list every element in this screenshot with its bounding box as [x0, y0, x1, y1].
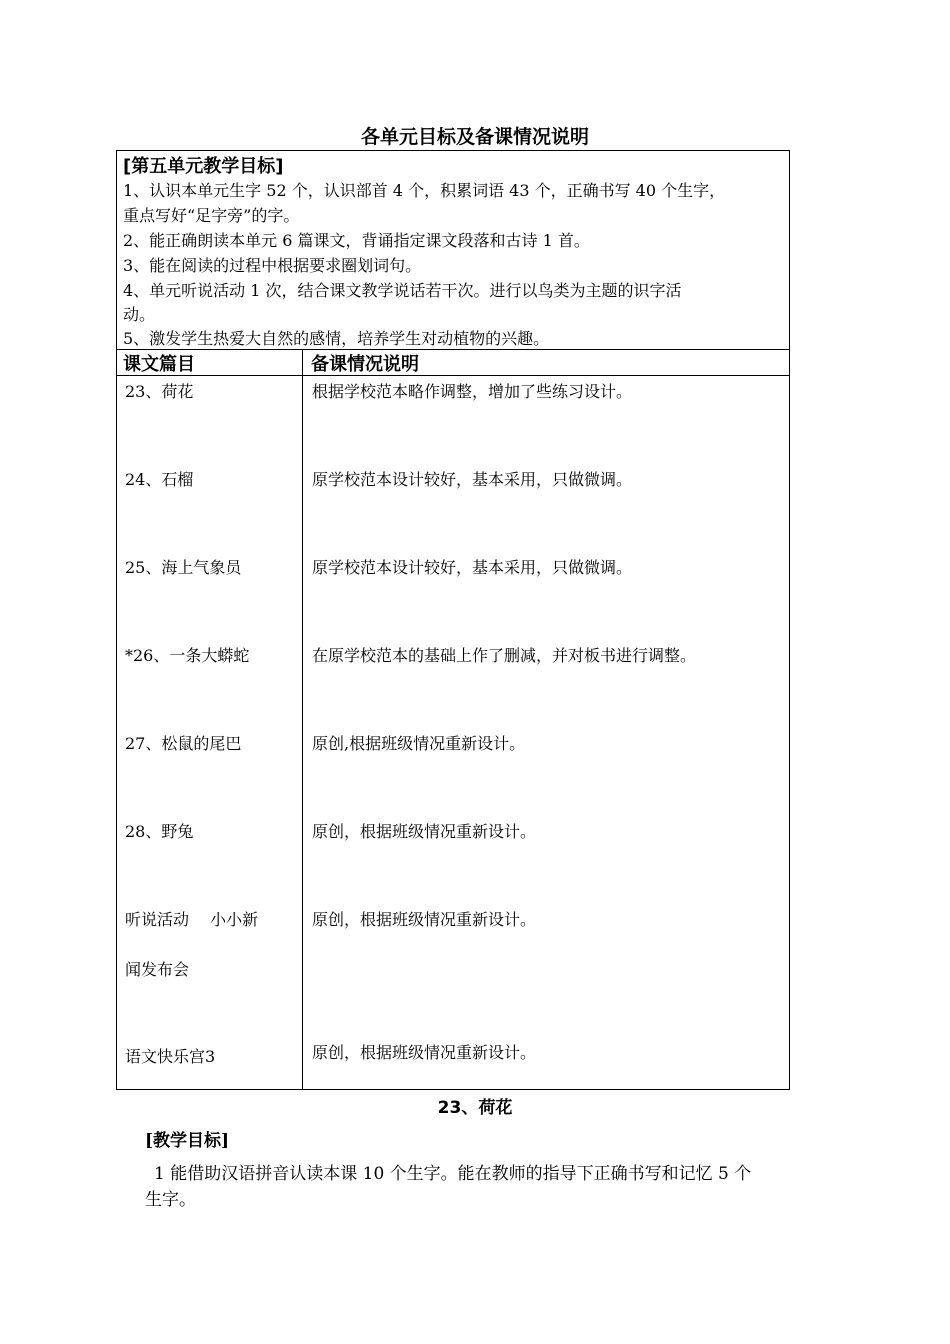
- prep-note-cell: 原创，根据班级情况重新设计。: [312, 822, 537, 841]
- prep-note-cell: 原学校范本设计较好，基本采用，只做微调。: [312, 470, 633, 489]
- objective-paragraph: 生字。: [145, 1190, 196, 1210]
- goal-line: 重点写好“足字旁”的字。: [123, 206, 300, 225]
- goals-heading: [第五单元教学目标]: [123, 156, 284, 177]
- column-header-lessons: 课文篇目: [123, 354, 195, 375]
- lesson-plan-table: [116, 349, 790, 1090]
- goal-line: 1、认识本单元生字 52 个，认识部首 4 个，积累词语 43 个，正确书写 40 个生字，: [123, 181, 726, 200]
- goal-line: 3、能在阅读的过程中根据要求圈划词句。: [123, 256, 422, 275]
- lesson-title-cell: 语文快乐宫3: [125, 1047, 216, 1066]
- lesson-title-cell: *26、一条大蟒蛇: [125, 646, 250, 665]
- goal-line: 5、激发学生热爱大自然的感情，培养学生对动植物的兴趣。: [123, 329, 550, 348]
- prep-note-cell: 原创，根据班级情况重新设计。: [312, 910, 537, 929]
- unit-goals-box: [116, 150, 790, 350]
- goal-line: 动。: [123, 305, 156, 324]
- prep-note-cell: 原学校范本设计较好，基本采用，只做微调。: [312, 558, 633, 577]
- column-divider: [302, 350, 303, 1089]
- lesson-title-cell: 听说活动 小小新: [125, 910, 259, 929]
- prep-note-cell: 原创，根据班级情况重新设计。: [312, 1043, 537, 1062]
- lesson-title: 23、荷花: [437, 1098, 513, 1118]
- objective-paragraph: 1 能借助汉语拼音认读本课 10 个生字。能在教师的指导下正确书写和记忆 5 个: [154, 1164, 752, 1184]
- section-label: [教学目标]: [145, 1131, 230, 1151]
- lesson-title-cell: 24、石榴: [125, 470, 194, 489]
- lesson-title-cell: 23、荷花: [125, 382, 194, 401]
- prep-note-cell: 根据学校范本略作调整，增加了些练习设计。: [312, 382, 633, 401]
- lesson-title-cell: 25、海上气象员: [125, 558, 242, 577]
- lesson-title-cell: 27、松鼠的尾巴: [125, 734, 242, 753]
- goal-line: 4、单元听说活动 1 次，结合课文教学说话若干次。进行以鸟类为主题的识字活: [123, 281, 682, 300]
- column-header-notes: 备课情况说明: [311, 354, 419, 375]
- goal-line: 2、能正确朗读本单元 6 篇课文，背诵指定课文段落和古诗 1 首。: [123, 231, 590, 250]
- prep-note-cell: 原创,根据班级情况重新设计。: [312, 734, 526, 753]
- lesson-title-cell: 28、野兔: [125, 822, 194, 841]
- prep-note-cell: 在原学校范本的基础上作了删减，并对板书进行调整。: [312, 646, 697, 665]
- page-title: 各单元目标及备课情况说明: [360, 126, 589, 148]
- header-divider: [117, 375, 789, 376]
- lesson-title-cell: 闻发布会: [125, 960, 190, 979]
